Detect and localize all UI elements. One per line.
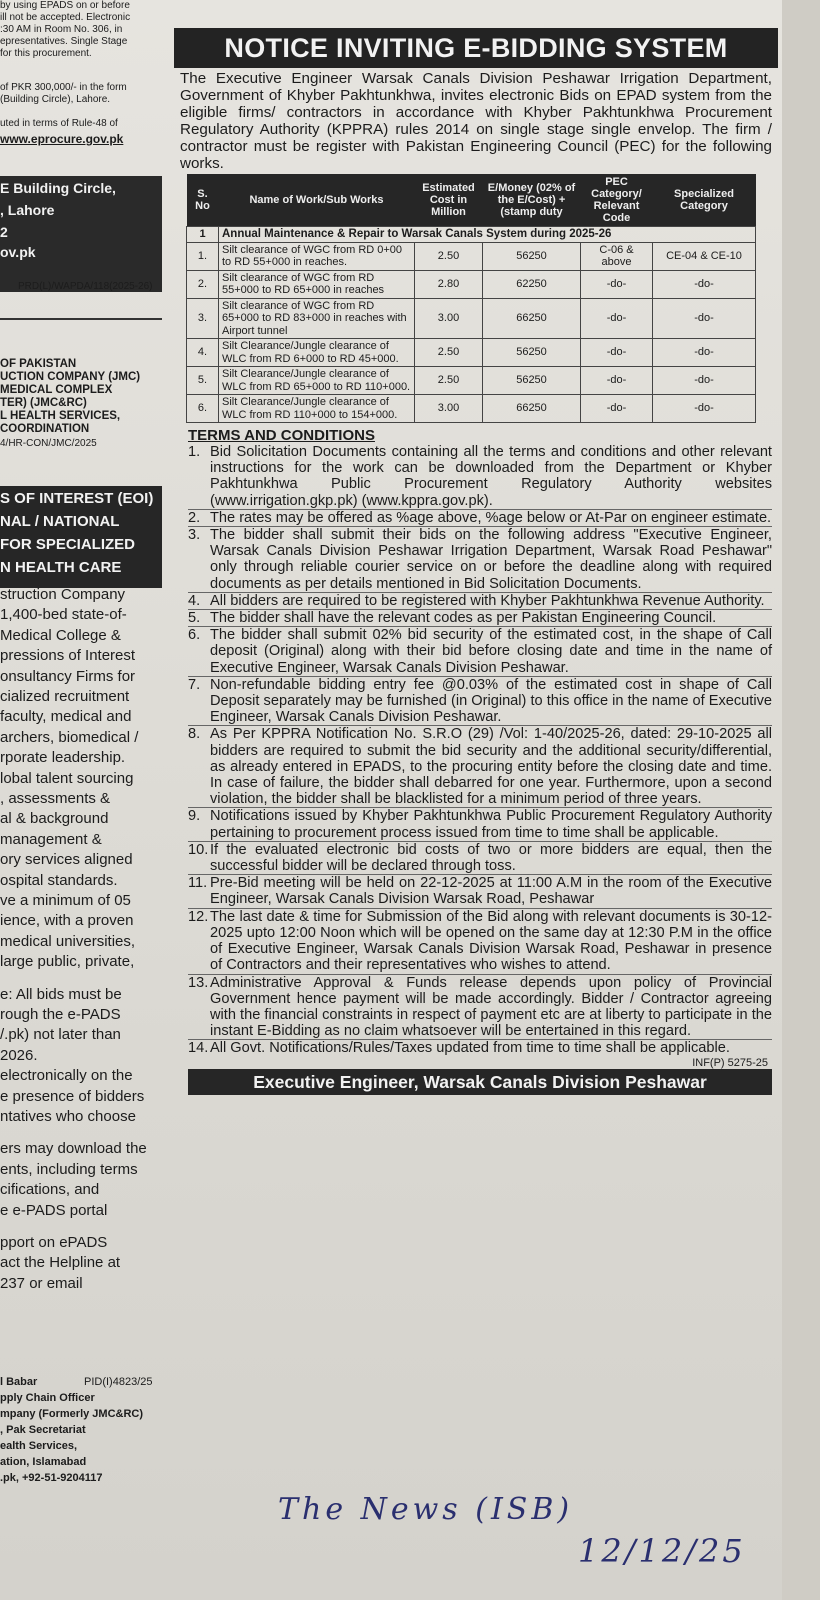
term-item [188,444,772,509]
term-item [188,626,772,676]
table-row [187,242,756,270]
table-row [187,395,756,423]
left-text-line: by using EPADS on or before [0,0,130,11]
left-body-line: 1,400-bed state-of- [0,606,127,624]
header-estimated-cost: Estimated Cost in Million [415,174,483,227]
left-body-line: , assessments & [0,790,111,807]
term-item [188,841,772,874]
term-text: The rates may be offered as %age above, %age below or At-Par on engineer estimate. [210,509,772,526]
left-body-line: rporate leadership. [0,749,126,767]
row-emoney: 66250 [483,395,581,423]
eoi-line: NAL / NATIONAL [0,513,120,530]
left-body-line: ntatives who choose [0,1108,136,1125]
table-row [187,270,756,298]
left-jmc-line: 4/HR-CON/JMC/2025 [0,438,97,449]
header-work-name: Name of Work/Sub Works [219,174,415,227]
header-specialized-category: Specialized Category [653,174,756,227]
term-number: 9. [188,808,201,825]
row-work-name: Silt clearance of WGC from RD 55+000 to RD 65+000 in reaches [219,270,415,298]
left-text-line: for this procurement. [0,48,92,59]
left-sig-line: pply Chain Officer [0,1392,95,1404]
left-body-line: act the Helpline at [0,1254,121,1272]
left-body-line: pressions of Interest [0,647,136,665]
left-sig-line: l Babar [0,1376,38,1388]
left-body-line: e e-PADS portal [0,1201,108,1219]
row-pec-category: -do- [581,298,653,339]
left-body-line: cifications, and [0,1181,100,1199]
handwritten-source: The News (ISB) [278,1492,574,1527]
term-text: All Govt. Notifications/Rules/Taxes updated from time to time shall be applicable. [210,1040,730,1057]
terms-heading: TERMS AND CONDITIONS [188,427,375,444]
term-number: 3. [188,527,201,544]
table-row [187,367,756,395]
row-pec-category: -do- [581,395,653,423]
term-number: 6. [188,627,201,644]
left-text-line: (Building Circle), Lahore. [0,94,111,105]
row-specialized-category: -do- [653,339,756,367]
row-specialized-category: -do- [653,298,756,339]
term-text: Non-refundable bidding entry fee @0.03% of the estimated cost in shape of Call Deposit separately may be furnished (in Original) to this office in the name of Executive Engineer, Warsak Canals Division Peshawar. [210,676,772,726]
term-text: The last date & time for Submission of the Bid along with relevant documents is 30-12-2025 upto 12:00 Noon which will be opened on the same day at 12:30 P.M in the office of Executive Engineer, Warsak Canals Division Warsak Road, Peshawar in presence of Contractors and their representatives who wishes to attend. [210,908,772,974]
row-sno: 1. [187,242,219,270]
left-body-line: medical universities, [0,932,136,950]
eoi-line: FOR SPECIALIZED [0,536,136,553]
term-text: Bid Solicitation Documents containing all the terms and conditions and other relevant instructions for the work can be downloaded from the Department or Khyber Pakhtunkhwa Public Procurement Regulatory Authority websites (www.irrigation.gkp.pk) (www.kppra.gov.pk). [210,444,772,509]
eoi-line: S OF INTEREST (EOI) [0,490,154,507]
row-pec-category: -do- [581,367,653,395]
term-item [188,526,772,592]
term-text: As Per KPPRA Notification No. S.R.O (29) /Vol: 1-40/2025-26, dated: 29-10-2025 all bidders are required to submit the bid security and the additional security/differential, as already entered in EPADS, to the procuring entity before the closing date and time. In case of failure, the bidder shall debarred for one year. Furthermore, upon a second violation, the bidder shall be blacklisted for a minimum period of three years. [210,726,772,808]
row-sno: 3. [187,298,219,339]
left-body-line: pport on ePADS [0,1234,108,1251]
row-specialized-category: -do- [653,270,756,298]
group-no: 1 [187,227,219,243]
left-pid-ref: PID(I)4823/25 [84,1376,153,1388]
handwritten-date: 12/12/25 [578,1532,746,1570]
table-row [187,298,756,339]
term-item [188,609,772,626]
right-adjacent-column [782,0,820,1600]
row-estimated-cost: 2.50 [415,367,483,395]
left-jmc-line: UCTION COMPANY (JMC) [0,371,141,383]
left-body-line: /.pk) not later than [0,1026,121,1044]
left-body-line: ers may download the [0,1140,147,1158]
row-emoney: 56250 [483,339,581,367]
left-sig-line: .pk, +92-51-9204117 [0,1472,103,1484]
term-text: Administrative Approval & Funds release depends upon policy of Provincial Government hence payment will be made accordingly. Bidder / Contractor agreeing with the financial constraints in respect of payment etc are at liberty to participate in the instant E-Bidding as no claim whatsoever will be entertained in this regard. [210,974,772,1040]
row-emoney: 56250 [483,367,581,395]
notice-signature-footer: Executive Engineer, Warsak Canals Division Peshawar [188,1069,772,1095]
term-number: 4. [188,592,201,609]
left-body-line: struction Company [0,586,126,603]
row-work-name: Silt clearance of WGC from RD 65+000 to RD 83+000 in reaches with Airport tunnel [219,298,415,339]
left-band-line: E Building Circle, [0,180,116,196]
row-specialized-category: -do- [653,367,756,395]
left-jmc-line: L HEALTH SERVICES, [0,410,121,422]
terms-list [188,444,772,1057]
table-row [187,339,756,367]
term-item [188,874,772,907]
row-emoney: 66250 [483,298,581,339]
row-sno: 6. [187,395,219,423]
left-body-line: ents, including terms [0,1160,138,1178]
term-text: The bidder shall have the relevant codes as per Pakistan Engineering Council. [210,610,717,627]
term-item [188,1039,772,1056]
left-text-line: uted in terms of Rule-48 of [0,118,118,129]
left-jmc-line: OF PAKISTAN [0,358,77,370]
term-text: The bidder shall submit their bids on the following address "Executive Engineer, Warsak Canals Division Peshawar Irrigation Department, Warsak Road Peshawar" only through reliable courier service on or before the deadline along with required documents as per details mentioned in Bid Solicitation Documents. [210,527,772,592]
row-work-name: Silt Clearance/Jungle clearance of WLC from RD 110+000 to 154+000. [219,395,415,423]
divider [0,318,162,320]
row-pec-category: C-06 & above [581,242,653,270]
row-specialized-category: -do- [653,395,756,423]
table-group-row [187,227,756,243]
term-item [188,592,772,609]
term-text: Notifications issued by Khyber Pakhtunkhwa Public Procurement Regulatory Authority pertaining to procurement process issued from time to time shall be applicable. [210,808,772,841]
row-estimated-cost: 3.00 [415,395,483,423]
term-number: 7. [188,676,201,693]
left-text-line: epresentatives. Single Stage [0,36,128,47]
row-estimated-cost: 2.50 [415,242,483,270]
header-sno: S. No [187,174,219,227]
term-number: 13. [188,974,209,991]
row-emoney: 62250 [483,270,581,298]
row-pec-category: -do- [581,339,653,367]
table-header-row [187,174,756,227]
term-number: 8. [188,726,201,743]
left-jmc-line: MEDICAL COMPLEX [0,384,113,396]
left-jmc-line: TER) (JMC&RC) [0,397,87,409]
term-item [188,908,772,974]
term-text: All bidders are required to be registered with Khyber Pakhtunkhwa Revenue Authority. [210,592,765,609]
row-work-name: Silt Clearance/Jungle clearance of WLC from RD 65+000 to RD 110+000. [219,367,415,395]
left-body-line: 237 or email [0,1274,83,1292]
left-body-line: al & background [0,810,109,828]
notice-title: NOTICE INVITING E-BIDDING SYSTEM [174,28,778,68]
notice-ref-code: INF(P) 5275-25 [692,1056,768,1069]
left-body-line: ospital standards. [0,871,118,889]
left-body-line: ve a minimum of 05 [0,892,131,909]
term-text: If the evaluated electronic bid costs of two or more bidders are equal, then the successful bidder will be declared through toss. [210,841,772,875]
left-body-line: large public, private, [0,953,135,971]
term-item [188,509,772,526]
left-band-line: , Lahore [0,202,55,218]
term-number: 10. [188,841,209,858]
term-number: 14. [188,1040,209,1057]
building-circle-band [0,176,162,292]
row-sno: 2. [187,270,219,298]
term-text: Pre-Bid meeting will be held on 22-12-2025 at 11:00 A.M in the room of the Executive Engineer, Warsak Canals Division Warsak Road, Peshawar [210,875,772,908]
term-item [188,676,772,726]
row-pec-category: -do- [581,270,653,298]
row-sno: 4. [187,339,219,367]
left-band-line: 2 [0,224,8,240]
term-number: 1. [188,444,201,460]
header-pec-category: PEC Category/ Relevant Code [581,174,653,227]
left-body-line: faculty, medical and [0,708,132,726]
left-body-line: ory services aligned [0,851,133,869]
left-body-line: electronically on the [0,1067,133,1085]
term-text: The bidder shall submit 02% bid security of the estimated cost, in the shape of Call deposit (Original) along with their bid before closing date and time in the name of Executive Engineer, Warsak Canals Division Peshawar. [210,627,772,676]
left-sig-line: ealth Services, [0,1440,78,1452]
term-number: 5. [188,610,201,627]
left-ref-code: PRD(L)/WAPDA/118(2025-26) [18,281,153,292]
left-body-line: lobal talent sourcing [0,769,134,787]
tender-notice [174,28,778,1095]
left-body-line: onsultancy Firms for [0,667,136,685]
row-specialized-category: CE-04 & CE-10 [653,242,756,270]
row-estimated-cost: 3.00 [415,298,483,339]
left-text-line: :30 AM in Room No. 306, in [0,24,123,35]
row-work-name: Silt Clearance/Jungle clearance of WLC from RD 6+000 to RD 45+000. [219,339,415,367]
notice-intro: The Executive Engineer Warsak Canals Division Peshawar Irrigation Department, Government of Khyber Pakhtunkhwa, invites electronic Bids on EPAD system from the eligible firms/ contractors in accordance with Khyber Pakhtunkhwa Procurement Regulatory Authority (KPPRA) rules 2014 on single stage single envelop. The firm / contractor must be register with Pakistan Engineering Council (PEC) for the following works. [180,70,772,172]
term-item [188,725,772,807]
header-emoney: E/Money (02% of the E/Cost) + (stamp duty [483,174,581,227]
left-sig-line: , Pak Secretariat [0,1424,86,1436]
left-band-line: ov.pk [0,244,36,260]
left-sig-line: mpany (Formerly JMC&RC) [0,1408,144,1420]
term-number: 2. [188,509,201,526]
term-item [188,807,772,840]
term-item [188,974,772,1040]
row-sno: 5. [187,367,219,395]
left-sig-line: ation, Islamabad [0,1456,87,1468]
left-body-line: management & [0,830,102,848]
row-estimated-cost: 2.80 [415,270,483,298]
row-emoney: 56250 [483,242,581,270]
group-title: Annual Maintenance & Repair to Warsak Canals System during 2025-26 [219,227,756,243]
left-body-line: 2026. [0,1046,38,1064]
left-body-line: e: All bids must be [0,985,122,1003]
left-body-line: Medical College & [0,626,121,644]
left-adjacent-column [0,0,172,1600]
left-body-line: ience, with a proven [0,912,134,930]
row-work-name: Silt clearance of WGC from RD 0+00 to RD 55+000 in reaches. [219,242,415,270]
left-website-link[interactable]: www.eprocure.gov.pk [0,132,124,146]
works-table [186,174,756,423]
left-body-line: e presence of bidders [0,1087,145,1105]
left-body-line: archers, biomedical / [0,728,139,746]
left-jmc-line: COORDINATION [0,423,90,435]
term-number: 11. [188,875,208,892]
row-estimated-cost: 2.50 [415,339,483,367]
term-number: 12. [188,908,209,925]
left-body-line: cialized recruitment [0,688,130,705]
eoi-line: N HEALTH CARE [0,559,122,576]
left-text-line: ill not be accepted. Electronic [0,12,131,23]
eoi-band [0,486,162,588]
left-text-line: of PKR 300,000/- in the form [0,82,127,93]
left-body-line: rough the e-PADS [0,1006,121,1023]
